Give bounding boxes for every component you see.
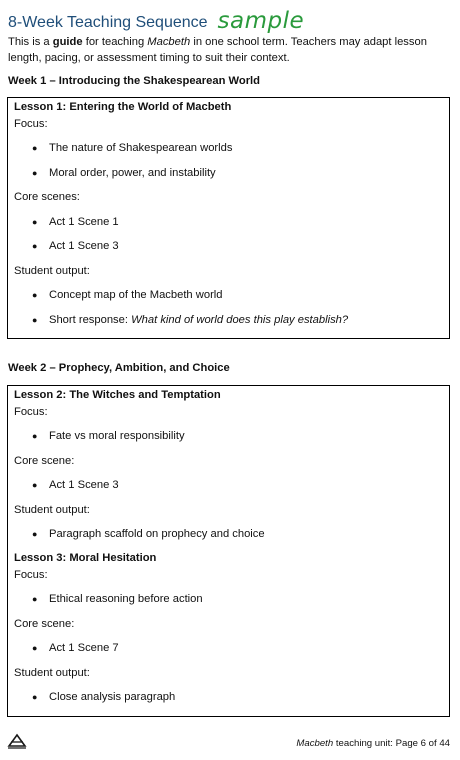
list-item-text: The nature of Shakespearean worlds — [49, 142, 233, 154]
sample-stamp: sample — [217, 8, 305, 34]
intro-italic: Macbeth — [147, 36, 191, 48]
list-item: ● Act 1 Scene 7 — [32, 642, 119, 654]
lesson-title: Lesson 3: Moral Hesitation — [14, 552, 157, 564]
core-scene-label: Core scene: — [14, 455, 75, 467]
page-title: 8-Week Teaching Sequence — [8, 14, 208, 31]
list-item: ● Act 1 Scene 3 — [32, 479, 119, 491]
page-footer — [296, 738, 450, 749]
list-item-text: Ethical reasoning before action — [49, 593, 203, 605]
list-item: ● Moral order, power, and instability — [32, 167, 216, 179]
focus-label: Focus: — [14, 569, 48, 581]
list-item: ● Fate vs moral responsibility — [32, 430, 185, 442]
list-item-text: Act 1 Scene 1 — [49, 216, 119, 228]
week-2-heading: Week 2 – Prophecy, Ambition, and Choice — [8, 362, 230, 374]
student-output-label: Student output: — [14, 265, 90, 277]
core-scene-label: Core scene: — [14, 618, 75, 630]
list-item: ● Paragraph scaffold on prophecy and choice — [32, 528, 265, 540]
list-item-text: Close analysis paragraph — [49, 691, 176, 703]
footer-italic: Macbeth — [296, 738, 334, 749]
list-item-text: Act 1 Scene 3 — [49, 240, 119, 252]
lesson-title: Lesson 2: The Witches and Temptation — [14, 389, 221, 401]
list-item-text: Act 1 Scene 3 — [49, 479, 119, 491]
intro-paragraph — [8, 34, 453, 66]
list-item: ● Close analysis paragraph — [32, 691, 176, 703]
intro-text-3: in one school term. Teachers may adapt lesson length, pacing, or assessment timing to suit their context. — [8, 36, 427, 64]
list-item-text: Paragraph scaffold on prophecy and choice — [49, 528, 265, 540]
list-item: ● Act 1 Scene 3 — [32, 240, 119, 252]
list-item: ● Concept map of the Macbeth world — [32, 289, 223, 301]
title-row — [8, 5, 304, 33]
intro-text-2: for teaching — [82, 36, 148, 48]
list-item-text: Concept map of the Macbeth world — [49, 289, 223, 301]
triangle-logo-icon — [7, 733, 27, 749]
core-scenes-label: Core scenes: — [14, 191, 80, 203]
list-item-text: Fate vs moral responsibility — [49, 430, 185, 442]
footer-text: teaching unit: Page 6 of 44 — [333, 738, 450, 749]
list-item-italic: What kind of world does this play establish? — [131, 314, 349, 326]
lesson-title: Lesson 1: Entering the World of Macbeth — [14, 101, 232, 113]
list-item: ● Short response: What kind of world does this play establish? — [32, 314, 349, 326]
list-item-text: Short response: — [49, 314, 132, 326]
list-item-text: Moral order, power, and instability — [49, 167, 216, 179]
list-item: ● Ethical reasoning before action — [32, 593, 203, 605]
list-item-text: Act 1 Scene 7 — [49, 642, 119, 654]
student-output-label: Student output: — [14, 504, 90, 516]
intro-bold: guide — [52, 36, 83, 48]
focus-label: Focus: — [14, 406, 48, 418]
focus-label: Focus: — [14, 118, 48, 130]
lesson-box-week-2 — [7, 385, 450, 717]
lesson-box-week-1 — [7, 97, 450, 339]
list-item: ● Act 1 Scene 1 — [32, 216, 119, 228]
student-output-label: Student output: — [14, 667, 90, 679]
intro-text-1: This is a — [8, 36, 53, 48]
list-item: ● The nature of Shakespearean worlds — [32, 142, 233, 154]
week-1-heading: Week 1 – Introducing the Shakespearean World — [8, 75, 260, 87]
